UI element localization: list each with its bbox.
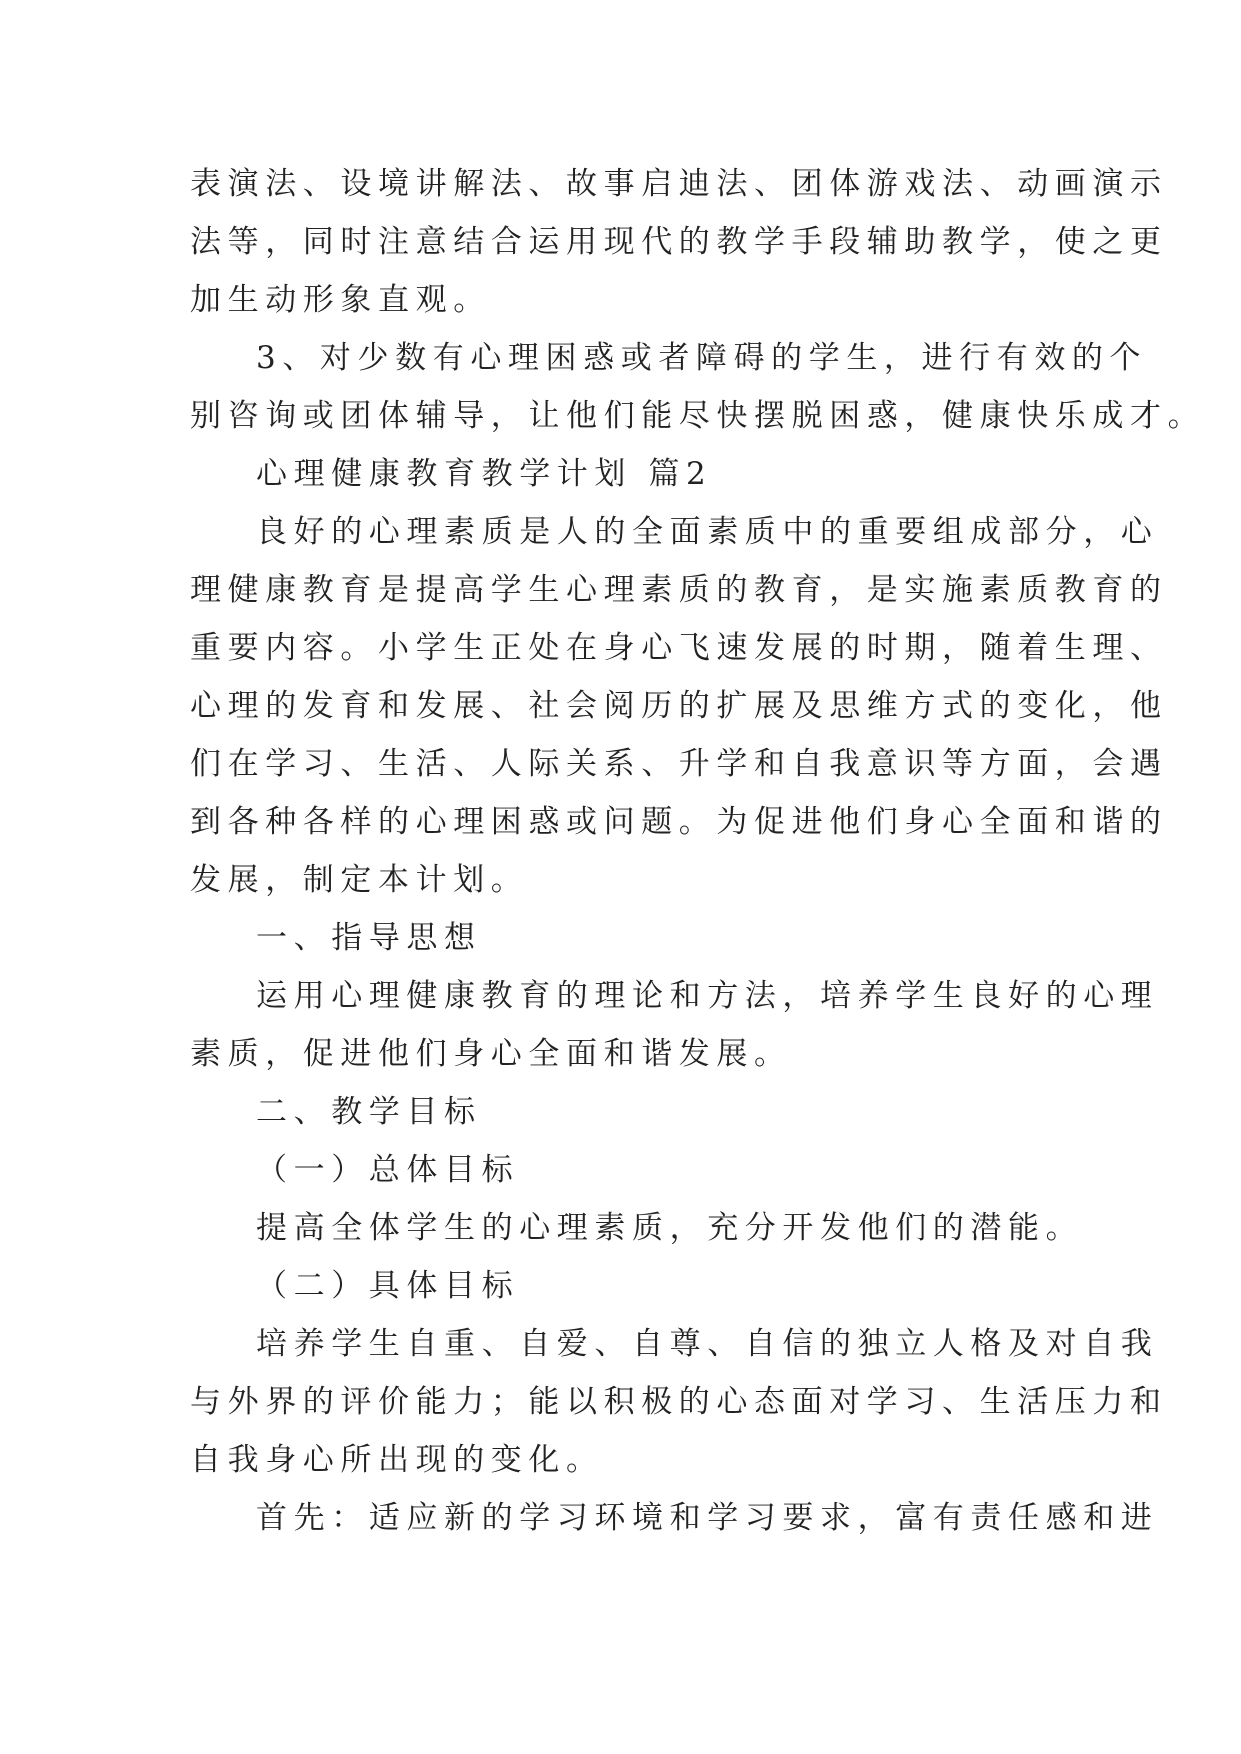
section-title: 心理健康教育教学计划 篇2	[256, 456, 713, 492]
paragraph-line: 表演法、设境讲解法、故事启迪法、团体游戏法、动画演示	[190, 166, 1168, 202]
paragraph-line: 3、对少数有心理困惑或者障碍的学生，进行有效的个	[256, 340, 1148, 376]
paragraph-line: 心理的发育和发展、社会阅历的扩展及思维方式的变化，他	[190, 688, 1168, 724]
heading-guiding-ideology: 一、指导思想	[256, 920, 482, 956]
paragraph-line: 重要内容。小学生正处在身心飞速发展的时期，随着生理、	[190, 630, 1168, 666]
paragraph-line: 们在学习、生活、人际关系、升学和自我意识等方面，会遇	[190, 746, 1168, 782]
heading-teaching-goals: 二、教学目标	[256, 1094, 482, 1130]
paragraph-line: 素质，促进他们身心全面和谐发展。	[190, 1036, 792, 1072]
paragraph-line: 法等，同时注意结合运用现代的教学手段辅助教学，使之更	[190, 224, 1168, 260]
subheading-specific-goal: （二）具体目标	[256, 1268, 520, 1304]
paragraph-line: 理健康教育是提高学生心理素质的教育，是实施素质教育的	[190, 572, 1168, 608]
subheading-overall-goal: （一）总体目标	[256, 1152, 520, 1188]
paragraph-line: 自我身心所出现的变化。	[190, 1442, 604, 1478]
paragraph-line: 与外界的评价能力；能以积极的心态面对学习、生活压力和	[190, 1384, 1168, 1420]
paragraph-line: 发展，制定本计划。	[190, 862, 529, 898]
paragraph-line: 提高全体学生的心理素质，充分开发他们的潜能。	[256, 1210, 1084, 1246]
paragraph-line: 别咨询或团体辅导，让他们能尽快摆脱困惑，健康快乐成才。	[190, 398, 1206, 434]
paragraph-line: 良好的心理素质是人的全面素质中的重要组成部分，心	[256, 514, 1159, 550]
paragraph-line: 培养学生自重、自爱、自尊、自信的独立人格及对自我	[256, 1326, 1159, 1362]
paragraph-line: 首先：适应新的学习环境和学习要求，富有责任感和进	[256, 1500, 1159, 1536]
paragraph-line: 到各种各样的心理困惑或问题。为促进他们身心全面和谐的	[190, 804, 1168, 840]
paragraph-line: 运用心理健康教育的理论和方法，培养学生良好的心理	[256, 978, 1159, 1014]
paragraph-line: 加生动形象直观。	[190, 282, 491, 318]
